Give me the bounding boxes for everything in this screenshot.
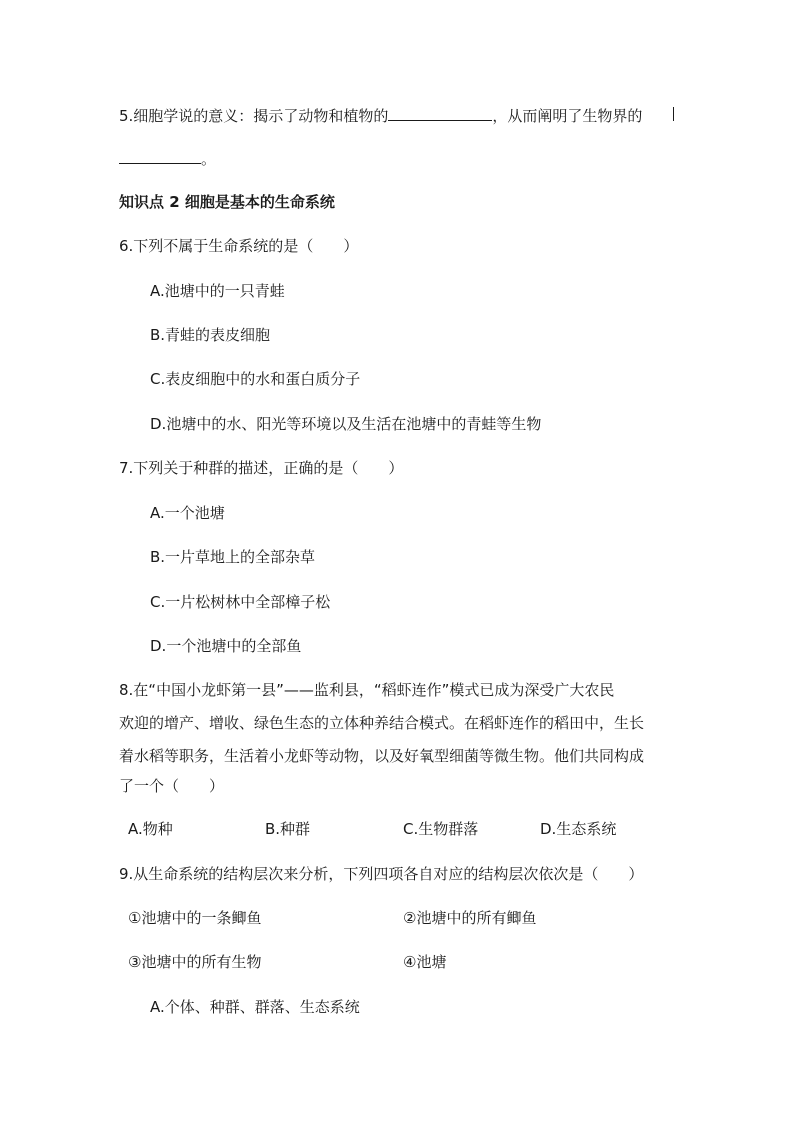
question-7-stem: 7.下列关于种群的描述，正确的是（ ） bbox=[119, 459, 404, 477]
question-8-stem-line-2: 欢迎的增产、增收、绿色生态的立体种养结合模式。在稻虾连作的稻田中，生长 bbox=[119, 714, 645, 732]
margin-mark bbox=[673, 107, 674, 121]
question-5-text-c: 。 bbox=[201, 150, 217, 168]
question-6-option-d: D.池塘中的水、阳光等环境以及生活在池塘中的青蛙等生物 bbox=[150, 415, 542, 433]
answer-blank-2 bbox=[119, 147, 201, 164]
question-9-item-4: ④池塘 bbox=[403, 953, 447, 971]
question-9-item-2: ②池塘中的所有鲫鱼 bbox=[403, 909, 537, 927]
question-7-option-b: B.一片草地上的全部杂草 bbox=[150, 548, 316, 566]
question-8-option-d: D.生态系统 bbox=[540, 820, 617, 838]
question-8-option-c: C.生物群落 bbox=[403, 820, 479, 838]
question-8-option-a: A.物种 bbox=[128, 820, 173, 838]
question-7-option-d: D.一个池塘中的全部鱼 bbox=[150, 637, 302, 655]
question-7-option-c: C.一片松树林中全部樟子松 bbox=[150, 593, 331, 611]
question-5-line-2 bbox=[119, 147, 216, 169]
question-7-option-a: A.一个池塘 bbox=[150, 504, 225, 522]
question-9-stem: 9.从生命系统的结构层次来分析，下列四项各自对应的结构层次依次是（ ） bbox=[119, 865, 644, 883]
question-6-option-c: C.表皮细胞中的水和蛋白质分子 bbox=[150, 370, 361, 388]
question-6-stem: 6.下列不属于生命系统的是（ ） bbox=[119, 237, 359, 255]
question-6-option-b: B.青蛙的表皮细胞 bbox=[150, 326, 271, 344]
question-9-item-1: ①池塘中的一条鲫鱼 bbox=[128, 909, 262, 927]
question-5-line-1 bbox=[119, 104, 642, 126]
question-8-option-b: B.种群 bbox=[265, 820, 311, 838]
question-9-option-a: A.个体、种群、群落、生态系统 bbox=[150, 998, 360, 1016]
question-6-option-a: A.池塘中的一只青蛙 bbox=[150, 282, 285, 300]
section-heading: 知识点 2 细胞是基本的生命系统 bbox=[119, 193, 335, 211]
question-5-text-a: 5.细胞学说的意义：揭示了动物和植物的 bbox=[119, 107, 389, 125]
question-8-stem-line-1: 8.在“中国小龙虾第一县”——监利县，“稻虾连作”模式已成为深受广大农民 bbox=[119, 681, 615, 699]
question-8-stem-line-3: 着水稻等职务，生活着小龙虾等动物，以及好氧型细菌等微生物。他们共同构成 bbox=[119, 747, 645, 765]
answer-blank-1 bbox=[388, 104, 492, 121]
question-8-stem-line-4: 了一个（ ） bbox=[119, 777, 225, 795]
question-9-item-3: ③池塘中的所有生物 bbox=[128, 953, 262, 971]
question-5-text-b: ，从而阐明了生物界的 bbox=[492, 107, 643, 125]
